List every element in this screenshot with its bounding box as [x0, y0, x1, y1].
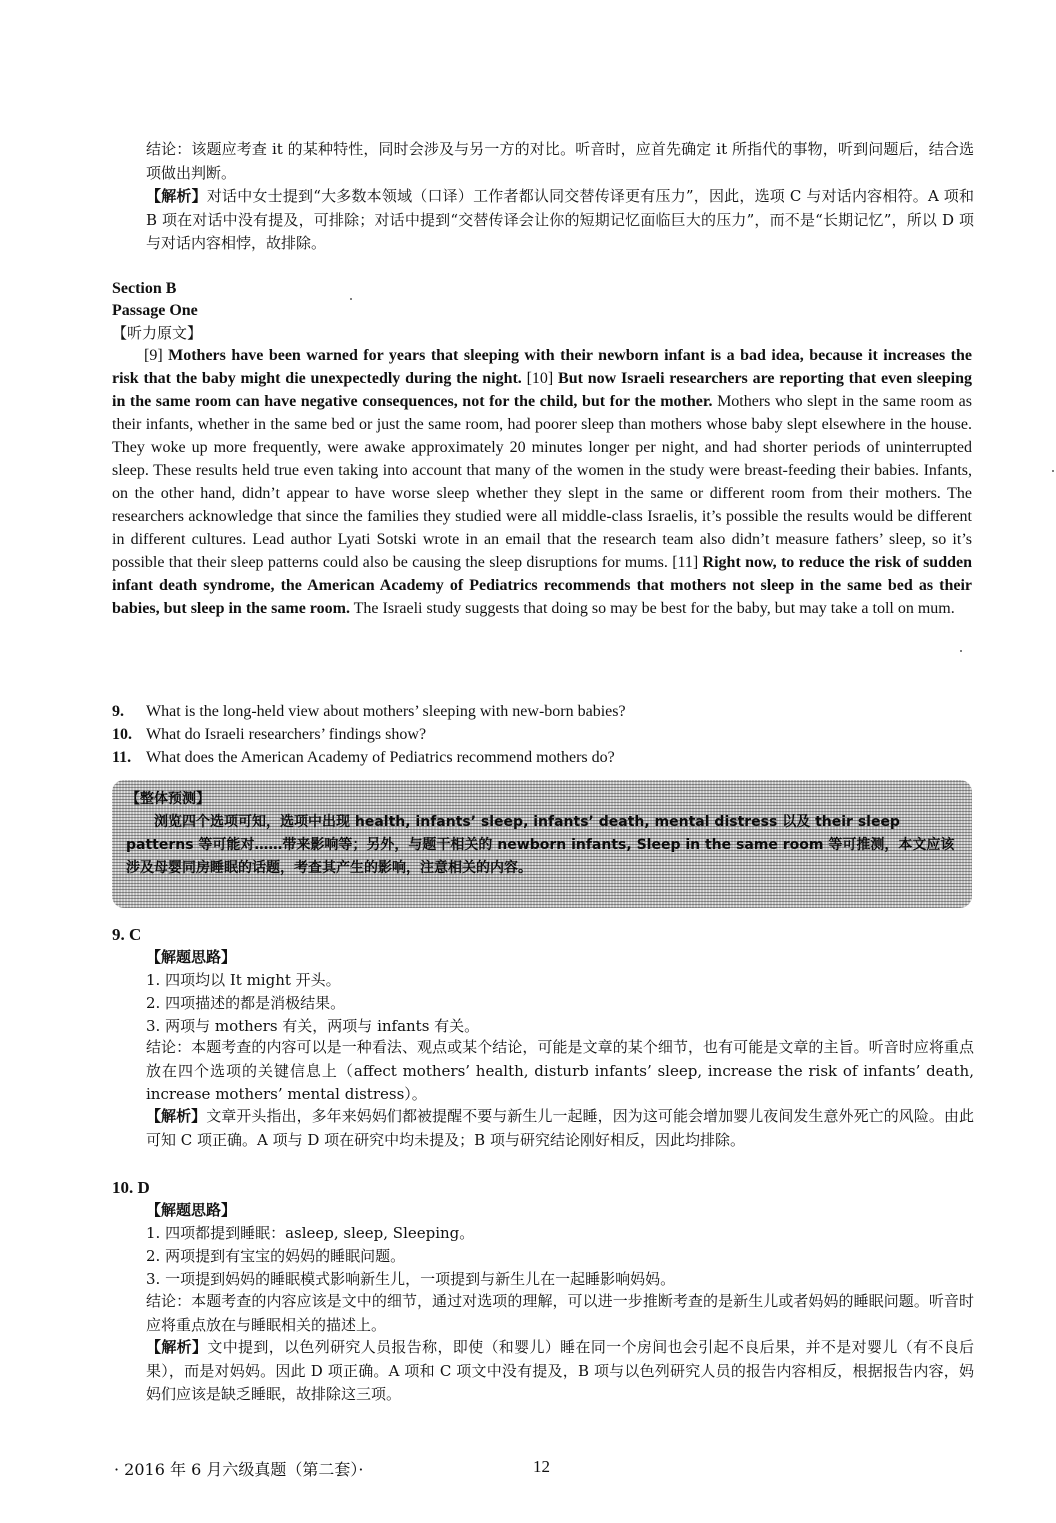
answer-9-point-1: 1. 四项均以 It might 开头。	[146, 971, 341, 989]
scan-speck	[1052, 470, 1054, 472]
question-number: 10.	[112, 726, 132, 743]
answer-9-point-3: 3. 两项与 mothers 有关，两项与 infants 有关。	[146, 1017, 480, 1035]
top-analysis-text: 对话中女士提到“大多数本领域（口译）工作者都认同交替传译更有压力”，因此，选项 C 与对话内容相符。A 项和 B 项在对话中没有提及，可排除；对话中提到“交替传译会让你的短期记忆面临巨大的压力”，而不是“长期记忆”，所以 D 项与对话内容相悖，故排除。	[146, 187, 974, 252]
prediction-label: 【整体预测】	[126, 791, 210, 807]
question-number: 9.	[112, 703, 124, 720]
question-number: 11.	[112, 749, 132, 766]
transcript-sentence-10: But now Israeli researchers are reporting that even sleeping in the same room can have negative consequences, not for the child, but for the mother.	[112, 370, 972, 410]
question-text: What does the American Academy of Pediatrics recommend mothers do?	[146, 749, 615, 766]
answer-9-head: 9. C	[112, 925, 142, 944]
answer-9-analysis-text: 文章开头指出，多年来妈妈们都被提醒不要与新生儿一起睡，因为这可能会增加婴儿夜间发生意外死亡的风险。由此可知 C 项正确。A 项与 D 项在研究中均未提及；B 项与研究结论刚好相反，因此均排除。	[146, 1107, 974, 1149]
question-text: What do Israeli researchers’ findings show?	[146, 726, 427, 743]
footer-source: · 2016 年 6 月六级真题（第二套）·	[114, 1460, 364, 1479]
transcript-label: 【听力原文】	[112, 324, 203, 342]
scan-speck	[960, 650, 962, 652]
passage-title: Passage One	[112, 302, 198, 319]
approach-label: 【解题思路】	[146, 948, 237, 966]
question-item	[112, 746, 972, 769]
question-list	[112, 700, 972, 769]
analysis-label: 【解析】	[146, 187, 207, 205]
answer-10-analysis-text: 文中提到，以色列研究人员报告称，即使（和婴儿）睡在同一个房间也会引起不良后果，并不是对婴儿（有不良后果），而是对妈妈。因此 D 项正确。A 项和 C 项文中没有提及，B 项与以色列研究人员的报告内容相反，根据报告内容，妈妈们应该是缺乏睡眠，故排除这三项。	[146, 1338, 974, 1403]
analysis-label: 【解析】	[146, 1338, 208, 1356]
approach-label: 【解题思路】	[146, 1201, 237, 1219]
answer-10-point-2: 2. 两项提到有宝宝的妈妈的睡眠问题。	[146, 1247, 406, 1265]
top-conclusion-text: 结论：该题应考查 it 的某种特性，同时会涉及与另一方的对比。听音时，应首先确定 it 所指代的事物，听到问题后，结合选项做出判断。	[146, 140, 974, 182]
answer-10-head: 10. D	[112, 1178, 150, 1197]
transcript-ending: The Israeli study suggests that doing so may be best for the baby, but may take a toll on mum.	[349, 600, 955, 617]
answer-9-approach-label	[146, 946, 974, 970]
analysis-label: 【解析】	[146, 1107, 207, 1125]
section-title: Section B	[112, 280, 177, 297]
transcript-sentence-9: Mothers have been warned for years that sleeping with their newborn infant is a bad idea, because it increases the risk that the baby might die unexpectedly during the night.	[112, 347, 972, 387]
top-analysis	[146, 185, 974, 256]
question-item	[112, 700, 972, 723]
transcript-paragraph	[112, 344, 972, 620]
answer-10-point-3: 3. 一项提到妈妈的睡眠模式影响新生儿，一项提到与新生儿在一起睡影响妈妈。	[146, 1270, 676, 1288]
answer-9-analysis	[146, 1105, 974, 1152]
answer-10-analysis	[146, 1336, 974, 1407]
top-conclusion	[146, 138, 974, 185]
marker-9: [9]	[144, 347, 163, 364]
answer-10-approach-label	[146, 1199, 974, 1223]
marker-11: [11]	[672, 554, 699, 571]
page-number: 12	[533, 1457, 550, 1476]
question-text: What is the long-held view about mothers’ sleeping with new-born babies?	[146, 703, 626, 720]
scan-speck	[350, 298, 352, 300]
transcript-sentence-11: Right now, to reduce the risk of sudden infant death syndrome, the American Academy of Pediatrics recommends that mothers not sleep in the same bed as their babies, but sleep in the same room.	[112, 554, 972, 617]
marker-10: [10]	[526, 370, 554, 387]
prediction-text: 浏览四个选项可知，选项中出现 health, infants’ sleep, infants’ death, mental distress 以及 their sleep patterns 等可能对……带来影响等；另外，与题干相关的 newborn infants, Sleep in the same room 等可推测，本文应该涉及母婴同房睡眠的话题，考查其产生的影响，注意相关的内容。	[126, 814, 955, 876]
prediction-box	[112, 780, 972, 908]
answer-9-point-2: 2. 四项描述的都是消极结果。	[146, 994, 346, 1012]
answer-10-point-1: 1. 四项都提到睡眠：asleep, sleep, Sleeping。	[146, 1224, 475, 1242]
transcript-middle: Mothers who slept in the same room as their infants, whether in the same bed or just the same room, had poorer sleep than mothers whose baby slept elsewhere in the house. They woke up more frequently, were awake approximately 20 minutes longer per night, and had shorter periods of uninterrupted sleep. These results held true even taking into account that many of the women in the study were breast-feeding their babies. Infants, on the other hand, didn’t appear to have worse sleep whether they slept in the same or different room from their mothers. The researchers acknowledge that since the families they studied were all middle-class Israelis, it’s possible the results would be different in different cultures. Lead author Lyati Sotski wrote in an email that the research team also didn’t measure fathers’ sleep, so it’s possible that their sleep patterns could also be causing the sleep disruptions for mums.	[112, 393, 973, 571]
question-item	[112, 723, 972, 746]
answer-10-conclusion: 结论：本题考查的内容应该是文中的细节，通过对选项的理解，可以进一步推断考查的是新生儿或者妈妈的睡眠问题。听音时应将重点放在与睡眠相关的描述上。	[146, 1292, 974, 1334]
answer-9-conclusion: 结论：本题考查的内容可以是一种看法、观点或某个结论，可能是文章的某个细节，也有可能是文章的主旨。听音时应将重点放在四个选项的关键信息上（affect mothers’ health, disturb infants’ sleep, increase the risk of infants’ death, increase mothers’ mental distress）。	[146, 1038, 974, 1103]
